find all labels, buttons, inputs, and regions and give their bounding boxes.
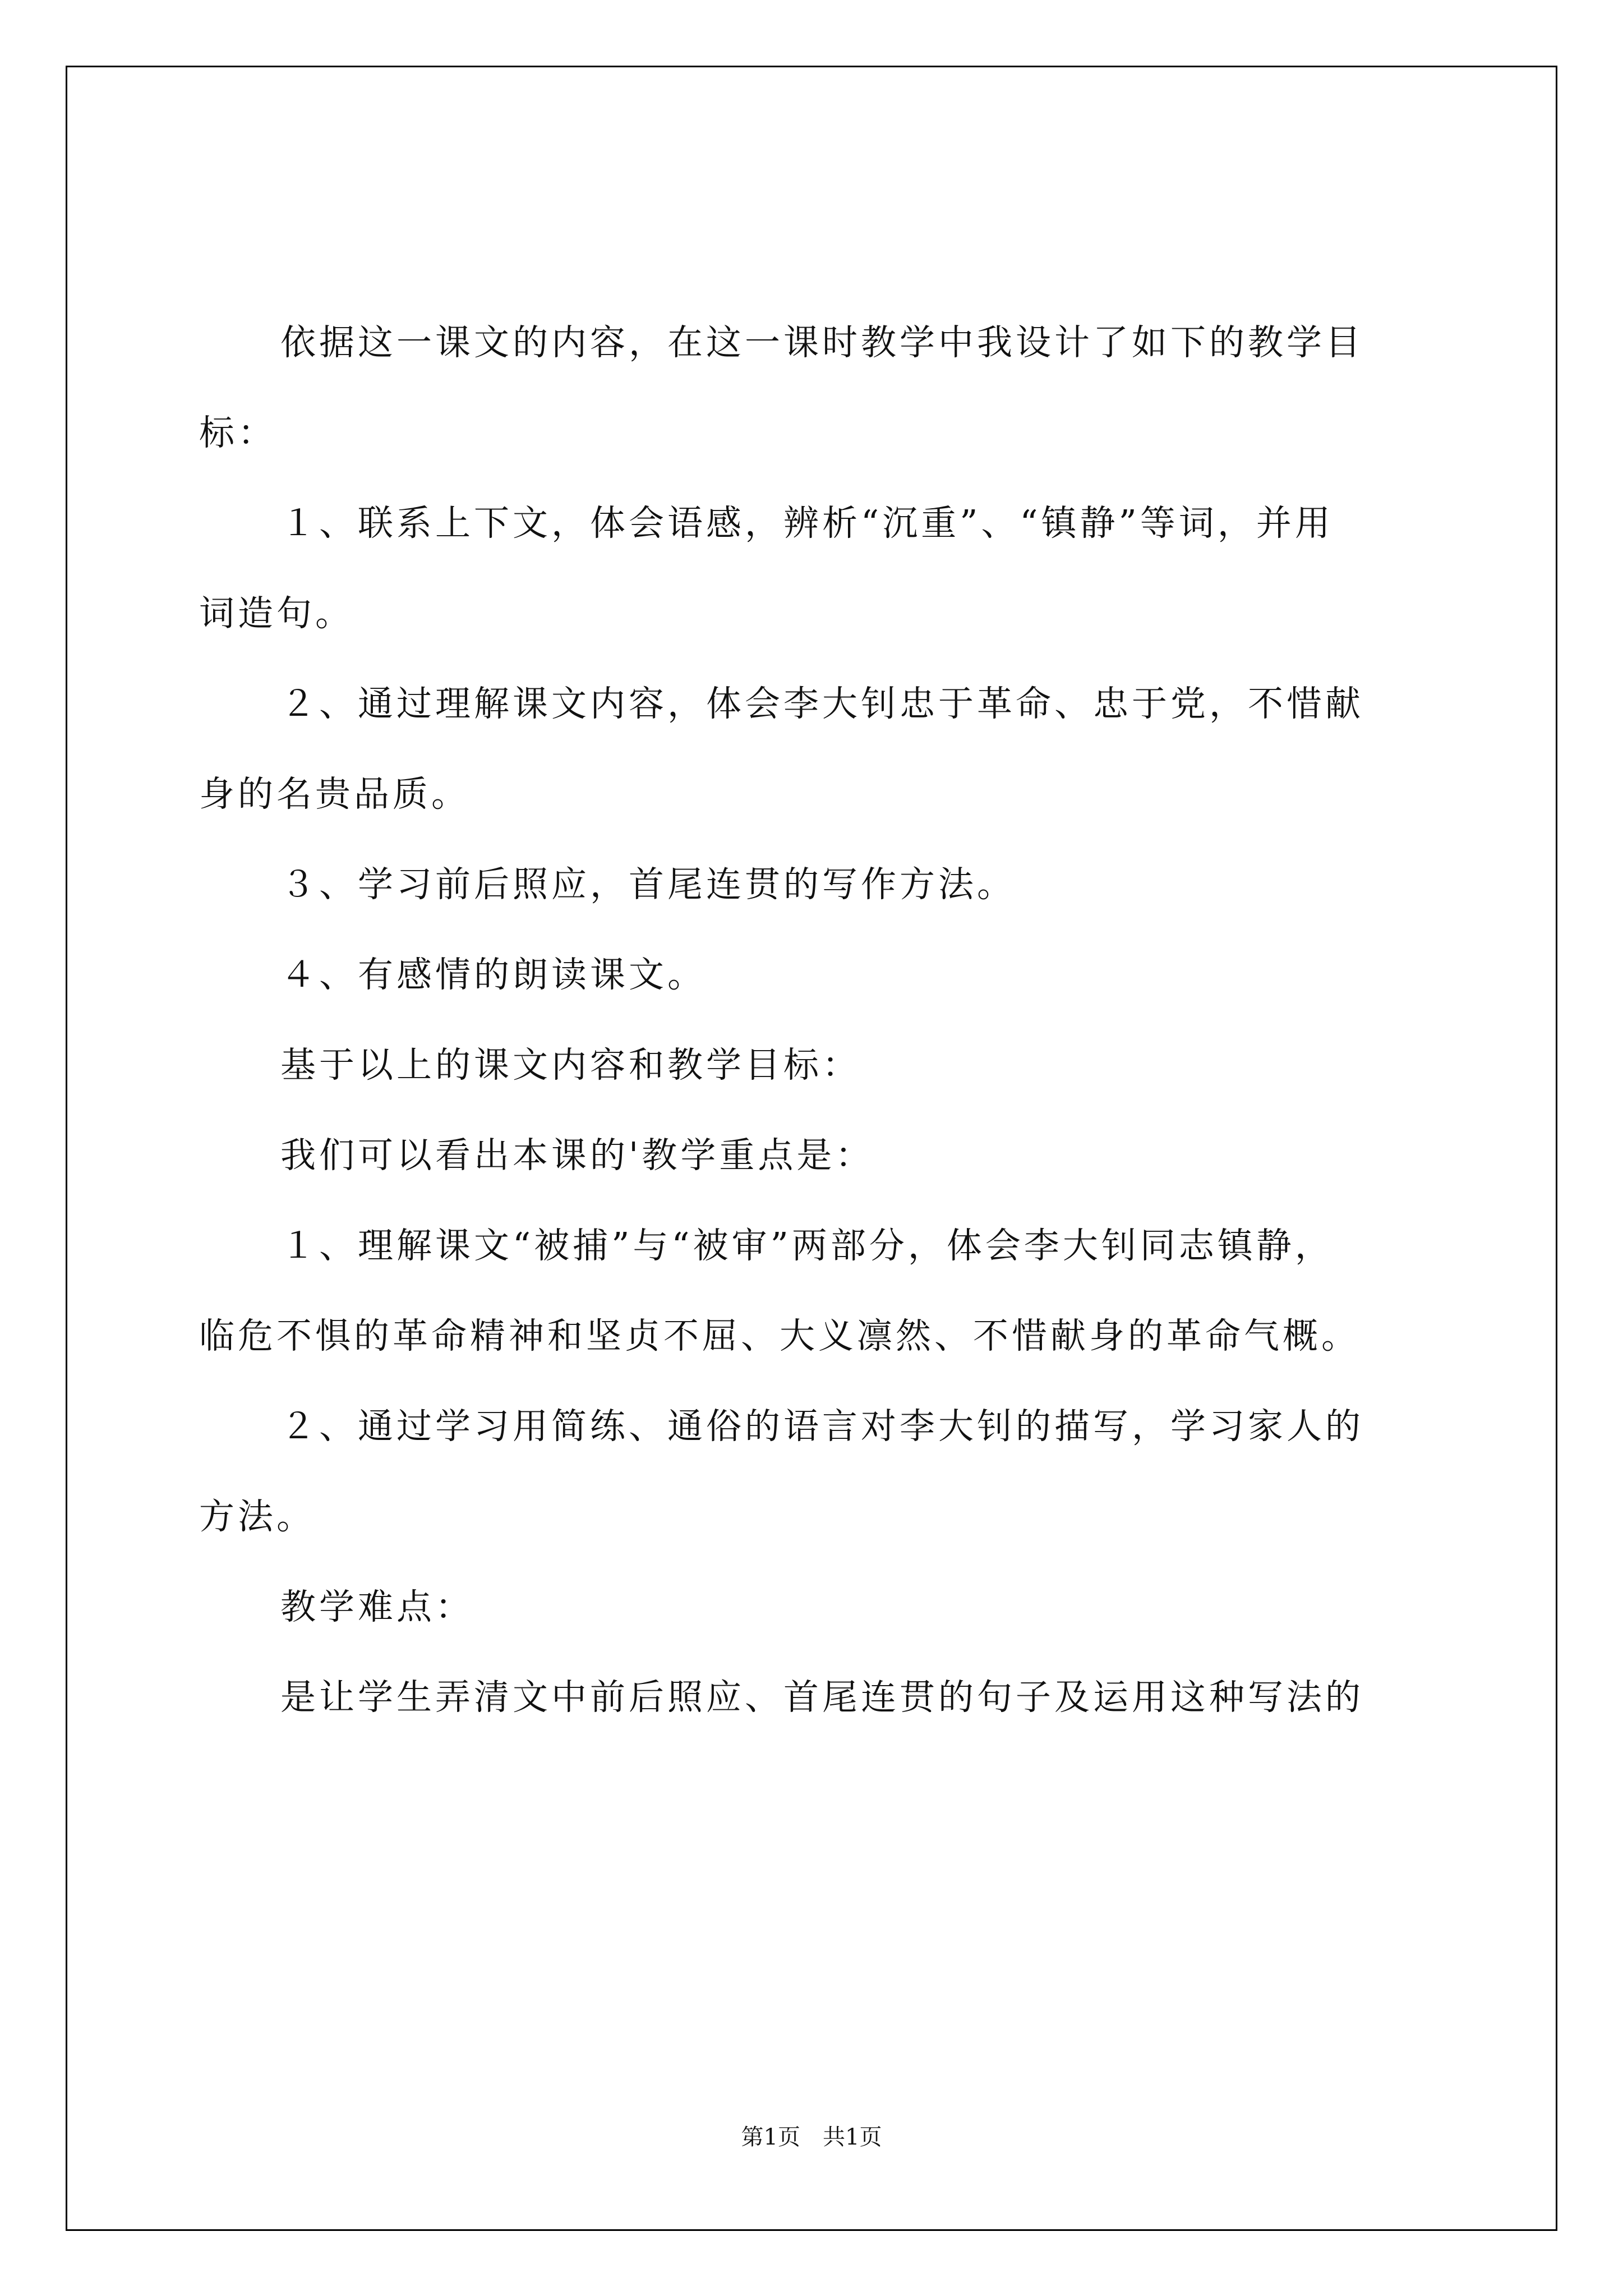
page-number-total: 共1页 [823,2124,882,2150]
text-line: 词造句。 [199,593,354,634]
text-line: 标： [199,412,276,453]
text-line: 教学难点： [280,1586,474,1627]
text-line: １、理解课文“被捕”与“被审”两部分，体会李大钊同志镇静， [280,1225,1334,1266]
page-number-current: 第1页 [741,2124,800,2150]
text-line: 基于以上的课文内容和教学目标： [280,1045,861,1085]
text-line: ４、有感情的朗读课文。 [280,954,706,995]
text-line: 临危不惧的革命精神和坚贞不屈、大义凛然、不惜献身的革命气概。 [199,1315,1360,1356]
document-body [199,297,1433,1742]
text-line: 是让学生弄清文中前后照应、首尾连贯的句子及运用这种写法的 [280,1677,1364,1718]
text-line: ２、通过理解课文内容，体会李大钊忠于革命、忠于党，不惜献 [280,683,1364,724]
text-line: 依据这一课文的内容，在这一课时教学中我设计了如下的教学目 [280,322,1364,363]
page-footer [0,2119,1623,2151]
text-line: 身的名贵品质。 [199,774,470,815]
text-line: １、联系上下文，体会语感，辨析“沉重”、“镇静”等词，并用 [280,503,1334,544]
text-line: 我们可以看出本课的'教学重点是： [280,1135,874,1176]
text-line: ２、通过学习用简练、通俗的语言对李大钊的描写，学习家人的 [280,1406,1364,1447]
text-line: 方法。 [199,1496,315,1537]
text-line: ３、学习前后照应，首尾连贯的写作方法。 [280,864,1016,905]
